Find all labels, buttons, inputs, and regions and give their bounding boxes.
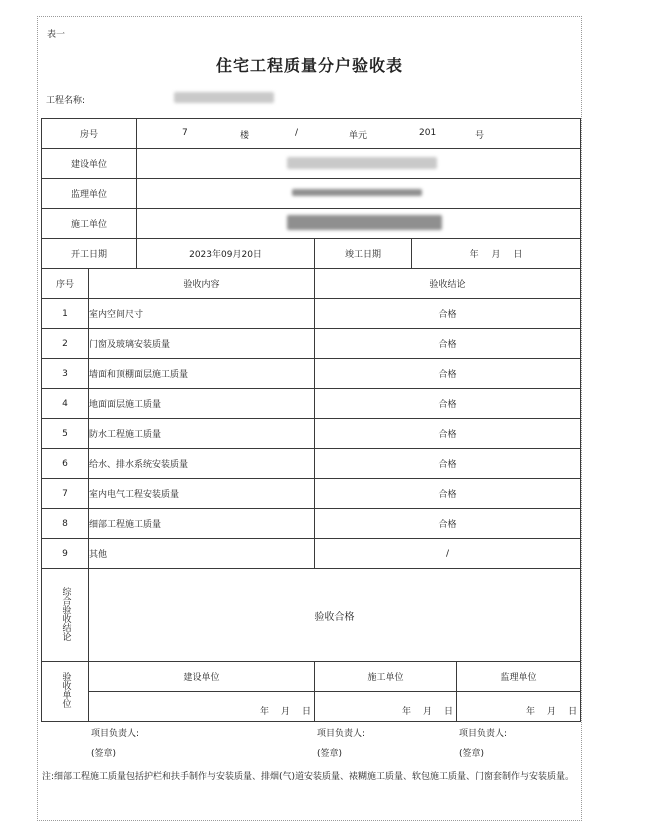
supervision-unit-row — [42, 179, 581, 209]
unit-label: 单元 — [349, 131, 368, 141]
item-no: 2 — [42, 329, 89, 359]
item-result: 合格 — [315, 509, 581, 539]
contractor-unit-value — [137, 209, 581, 239]
sign-date-year: 年 — [526, 707, 536, 717]
redacted-project-name — [174, 92, 274, 103]
item-row — [42, 539, 581, 569]
item-content: 防水工程施工质量 — [89, 419, 315, 449]
sign-date — [514, 704, 577, 717]
supervision-unit-label: 监理单位 — [42, 179, 137, 209]
item-content: 细部工程施工质量 — [89, 509, 315, 539]
redacted-contractor-unit — [287, 215, 442, 230]
contractor-unit-label: 施工单位 — [42, 209, 137, 239]
item-row — [42, 389, 581, 419]
summary-value: 验收合格 — [89, 569, 581, 662]
item-result: 合格 — [315, 449, 581, 479]
form-number: 表一 — [47, 30, 66, 40]
sign-date-year: 年 — [401, 707, 411, 717]
end-date-label: 竣工日期 — [315, 239, 412, 269]
item-row — [42, 329, 581, 359]
item-result: 合格 — [315, 419, 581, 449]
end-date-month: 月 — [491, 250, 501, 260]
redacted-supervision-unit — [292, 189, 422, 196]
acceptance-table — [41, 118, 581, 759]
sign-date-year: 年 — [259, 707, 269, 717]
summary-label-cell — [42, 569, 89, 662]
sign-date-month: 月 — [422, 707, 432, 717]
item-no: 4 — [42, 389, 89, 419]
item-no: 1 — [42, 299, 89, 329]
building-number: 7 — [182, 128, 188, 138]
sign-seal-label: (签章) — [91, 749, 117, 759]
redacted-construction-unit — [287, 157, 437, 169]
acceptance-label: 验收单位 — [60, 672, 71, 708]
item-row — [42, 299, 581, 329]
room-label: 房号 — [42, 119, 137, 149]
item-no: 5 — [42, 419, 89, 449]
sign-date-month: 月 — [280, 707, 290, 717]
document-page — [37, 16, 582, 821]
item-content: 其他 — [89, 539, 315, 569]
acceptance-col-header: 监理单位 — [457, 662, 581, 692]
item-row — [42, 449, 581, 479]
item-content: 门窗及玻璃安装质量 — [89, 329, 315, 359]
sign-cell-supervision — [457, 692, 581, 759]
item-no: 3 — [42, 359, 89, 389]
sign-date-day: 日 — [302, 707, 312, 717]
room-row — [42, 119, 581, 149]
contractor-unit-row — [42, 209, 581, 239]
building-unit: 楼 — [240, 131, 250, 141]
sign-person-label: 项目负责人: — [459, 729, 508, 739]
acceptance-col-header: 建设单位 — [89, 662, 315, 692]
header-content: 验收内容 — [89, 269, 315, 299]
end-date-value — [412, 239, 581, 269]
acceptance-col-header: 施工单位 — [315, 662, 457, 692]
construction-unit-row — [42, 149, 581, 179]
item-row — [42, 509, 581, 539]
room-info-cell — [137, 119, 581, 149]
item-content: 室内电气工程安装质量 — [89, 479, 315, 509]
item-no: 9 — [42, 539, 89, 569]
sign-date — [390, 704, 453, 717]
item-result: 合格 — [315, 329, 581, 359]
acceptance-sign-row — [42, 692, 581, 722]
start-date-label: 开工日期 — [42, 239, 137, 269]
acceptance-header-row — [42, 662, 581, 692]
footnote: 注:细部工程施工质量包括护栏和扶手制作与安装质量、排烟(气)道安装质量、裱糊施工质量、软包施工质量、门窗套制作与安装质量。 — [42, 772, 575, 782]
room-suffix: 号 — [475, 131, 485, 141]
item-no: 7 — [42, 479, 89, 509]
start-date-value: 2023年09月20日 — [137, 239, 315, 269]
end-date-day: 日 — [513, 250, 523, 260]
document-title: 住宅工程质量分户验收表 — [215, 56, 403, 75]
sign-seal-label: (签章) — [317, 749, 343, 759]
header-no: 序号 — [42, 269, 89, 299]
item-row — [42, 359, 581, 389]
item-content: 室内空间尺寸 — [89, 299, 315, 329]
item-no: 8 — [42, 509, 89, 539]
item-content: 地面面层施工质量 — [89, 389, 315, 419]
item-no: 6 — [42, 449, 89, 479]
sign-cell-construction — [89, 692, 315, 759]
acceptance-label-cell — [42, 662, 89, 722]
construction-unit-value — [137, 149, 581, 179]
sign-cell-contractor — [315, 692, 457, 759]
sign-date-month: 月 — [547, 707, 557, 717]
sign-date-day: 日 — [568, 707, 578, 717]
item-result: 合格 — [315, 389, 581, 419]
item-result: 合格 — [315, 359, 581, 389]
project-name-label: 工程名称: — [46, 96, 86, 106]
end-date-year: 年 — [469, 250, 479, 260]
summary-row — [42, 569, 581, 662]
slash-separator: / — [295, 128, 299, 138]
dates-row — [42, 239, 581, 269]
sign-date-day: 日 — [444, 707, 454, 717]
item-row — [42, 419, 581, 449]
item-row — [42, 479, 581, 509]
summary-label: 综合验收结论 — [60, 586, 71, 641]
sign-seal-label: (签章) — [459, 749, 485, 759]
construction-unit-label: 建设单位 — [42, 149, 137, 179]
item-content: 墙面和顶棚面层施工质量 — [89, 359, 315, 389]
supervision-unit-value — [137, 179, 581, 209]
item-result: / — [315, 539, 581, 569]
item-result: 合格 — [315, 479, 581, 509]
room-number: 201 — [419, 128, 437, 138]
sign-date — [248, 704, 311, 717]
sign-person-label: 项目负责人: — [317, 729, 366, 739]
header-conclusion: 验收结论 — [315, 269, 581, 299]
item-result: 合格 — [315, 299, 581, 329]
item-content: 给水、排水系统安装质量 — [89, 449, 315, 479]
items-header-row — [42, 269, 581, 299]
sign-person-label: 项目负责人: — [91, 729, 140, 739]
